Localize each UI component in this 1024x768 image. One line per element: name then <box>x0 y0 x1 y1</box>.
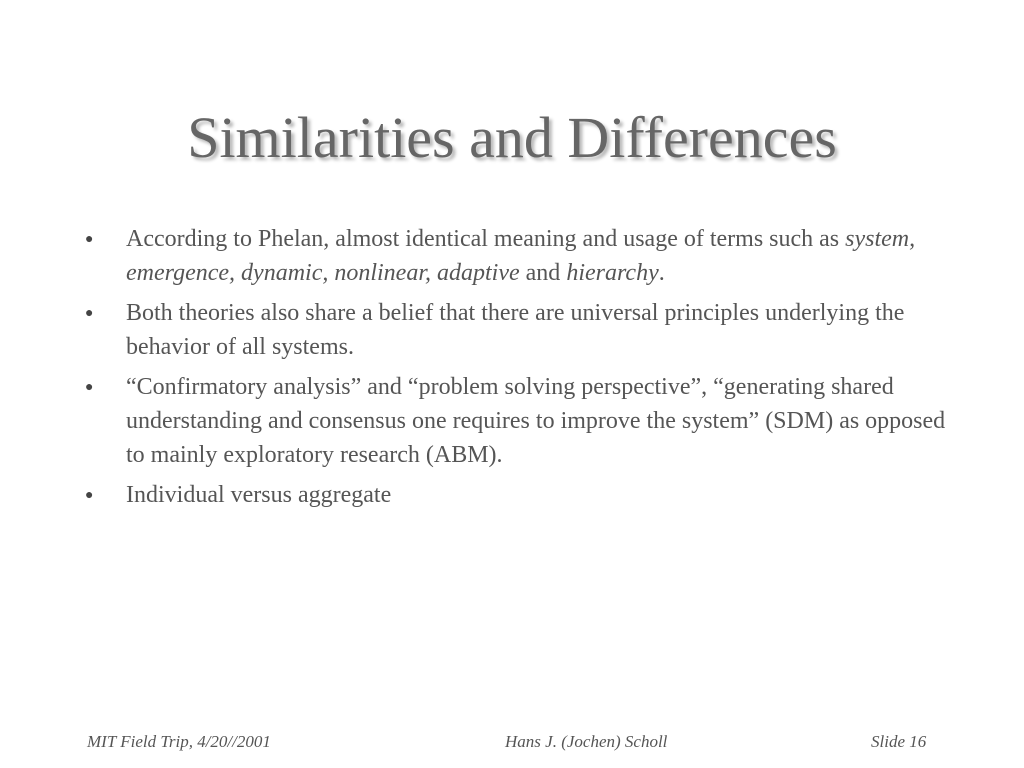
bullet-list <box>85 222 955 518</box>
bullet-text: “Confirmatory analysis” and “problem solving perspective”, “generating shared understanding and consensus one requires to improve the system” (SDM) as opposed to mainly exploratory research (ABM). <box>126 374 946 468</box>
footer-slide-number: Slide 16 <box>871 732 927 751</box>
bullet-item <box>85 296 955 364</box>
bullet-text-italic: system, emergence, dynamic, nonlinear, adaptive <box>126 226 916 286</box>
bullet-item <box>85 222 955 290</box>
bullet-text: Both theories also share a belief that there are universal principles underlying the behavior of all systems. <box>126 300 905 360</box>
bullet-icon: ● <box>85 380 94 395</box>
bullet-item <box>85 370 955 472</box>
bullet-text: and <box>519 260 567 286</box>
bullet-item <box>85 478 955 512</box>
bullet-text: According to Phelan, almost identical meaning and usage of terms such as <box>126 226 846 252</box>
bullet-text: . <box>658 260 665 286</box>
bullet-icon: ● <box>85 306 94 321</box>
bullet-text-italic: hierarchy <box>566 260 659 286</box>
bullet-icon: ● <box>85 488 94 503</box>
footer-event: MIT Field Trip, 4/20//2001 <box>87 732 271 751</box>
bullet-icon: ● <box>85 232 94 247</box>
footer-author: Hans J. (Jochen) Scholl <box>505 732 668 751</box>
bullet-text: Individual versus aggregate <box>126 482 392 508</box>
slide-title: Similarities and Differences <box>187 105 837 170</box>
